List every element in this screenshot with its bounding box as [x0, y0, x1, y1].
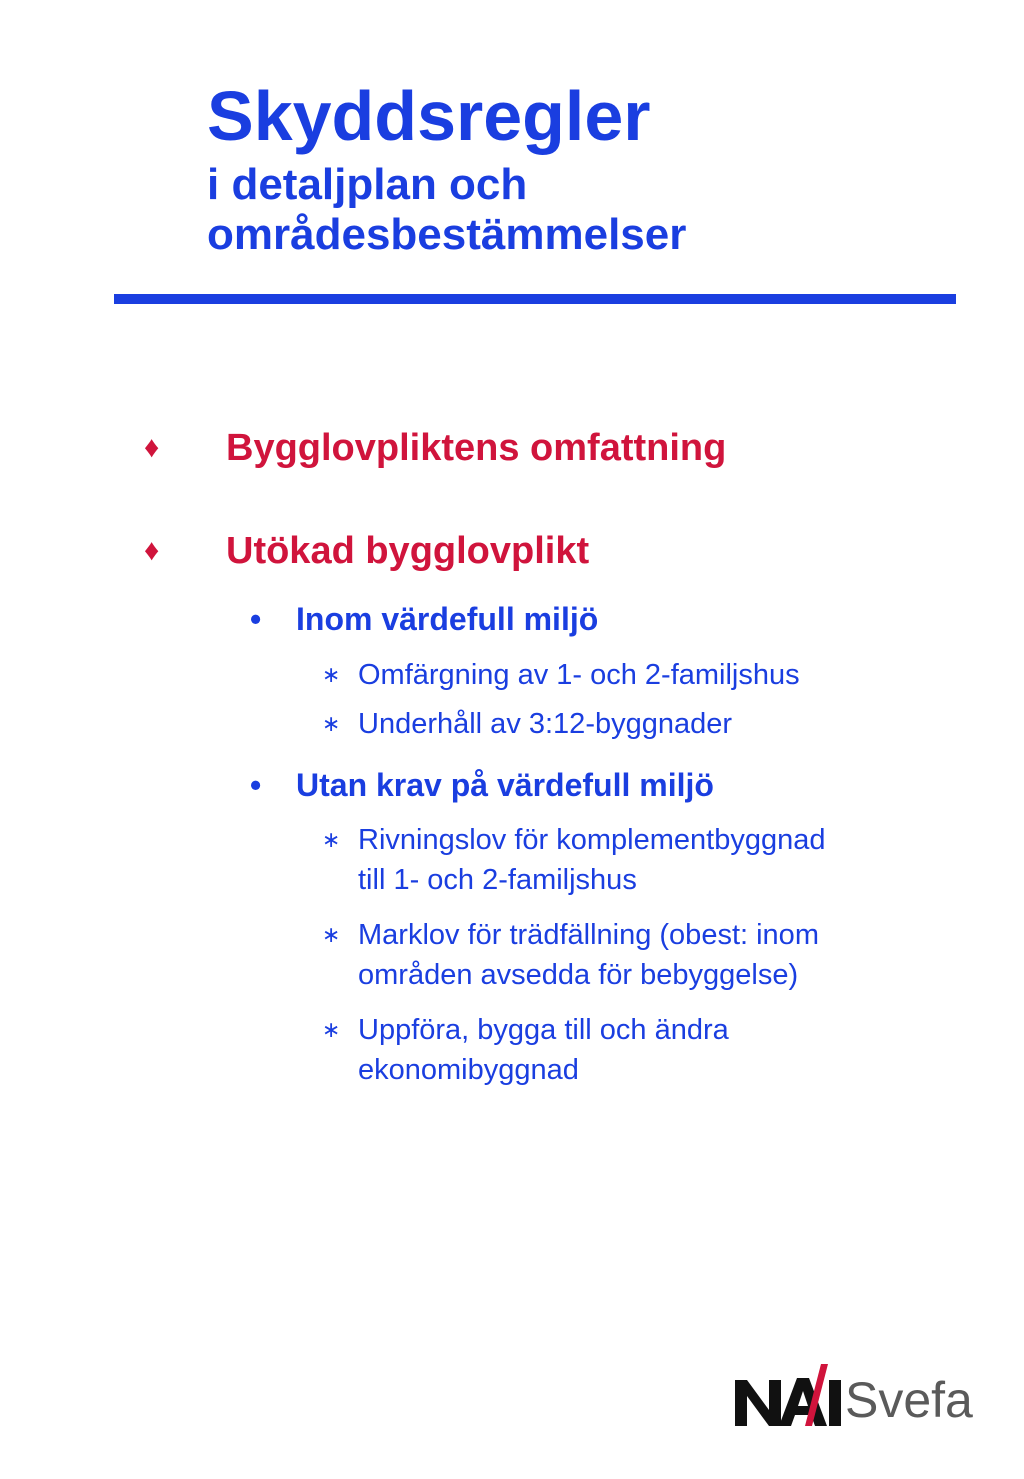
list-item-label: Rivningslov för komplementbyggnad till 1- och 2-familjshus: [358, 824, 826, 896]
star-bullet-icon: ∗: [322, 711, 341, 736]
star-bullet-icon: ∗: [322, 827, 341, 852]
diamond-bullet-icon: ♦: [144, 534, 160, 567]
nai-logo-icon: [735, 1360, 845, 1432]
list-item-label: Bygglovpliktens omfattning: [226, 427, 727, 469]
title-subtitle-line-2: områdesbestämmelser: [207, 210, 687, 259]
list-item-label: Underhåll av 3:12-byggnader: [358, 708, 733, 740]
list-item-label: Utan krav på värdefull miljö: [296, 767, 714, 803]
list-item-label: Uppföra, bygga till och ändra ekonomibyggnad: [358, 1014, 729, 1086]
list-item-label: Inom värdefull miljö: [296, 601, 599, 637]
logo-svefa-text: Svefa: [845, 1372, 973, 1428]
dot-bullet-icon: •: [250, 601, 262, 637]
nai-svefa-logo: [735, 1360, 995, 1432]
star-bullet-icon: ∗: [322, 662, 341, 687]
dot-bullet-icon: •: [250, 767, 262, 803]
list-item-label: Utökad bygglovplikt: [226, 530, 590, 572]
title-main: Skyddsregler: [207, 77, 651, 155]
diamond-bullet-icon: ♦: [144, 431, 160, 464]
title-divider: [114, 294, 956, 304]
list-item-label: Marklov för trädfällning (obest: inom områden avsedda för bebyggelse): [358, 919, 819, 991]
title-subtitle-line-1: i detaljplan och: [207, 160, 528, 209]
star-bullet-icon: ∗: [322, 922, 341, 947]
title-subtitle: [207, 160, 686, 260]
list-item-label: Omfärgning av 1- och 2-familjshus: [358, 659, 800, 691]
star-bullet-icon: ∗: [322, 1017, 341, 1042]
